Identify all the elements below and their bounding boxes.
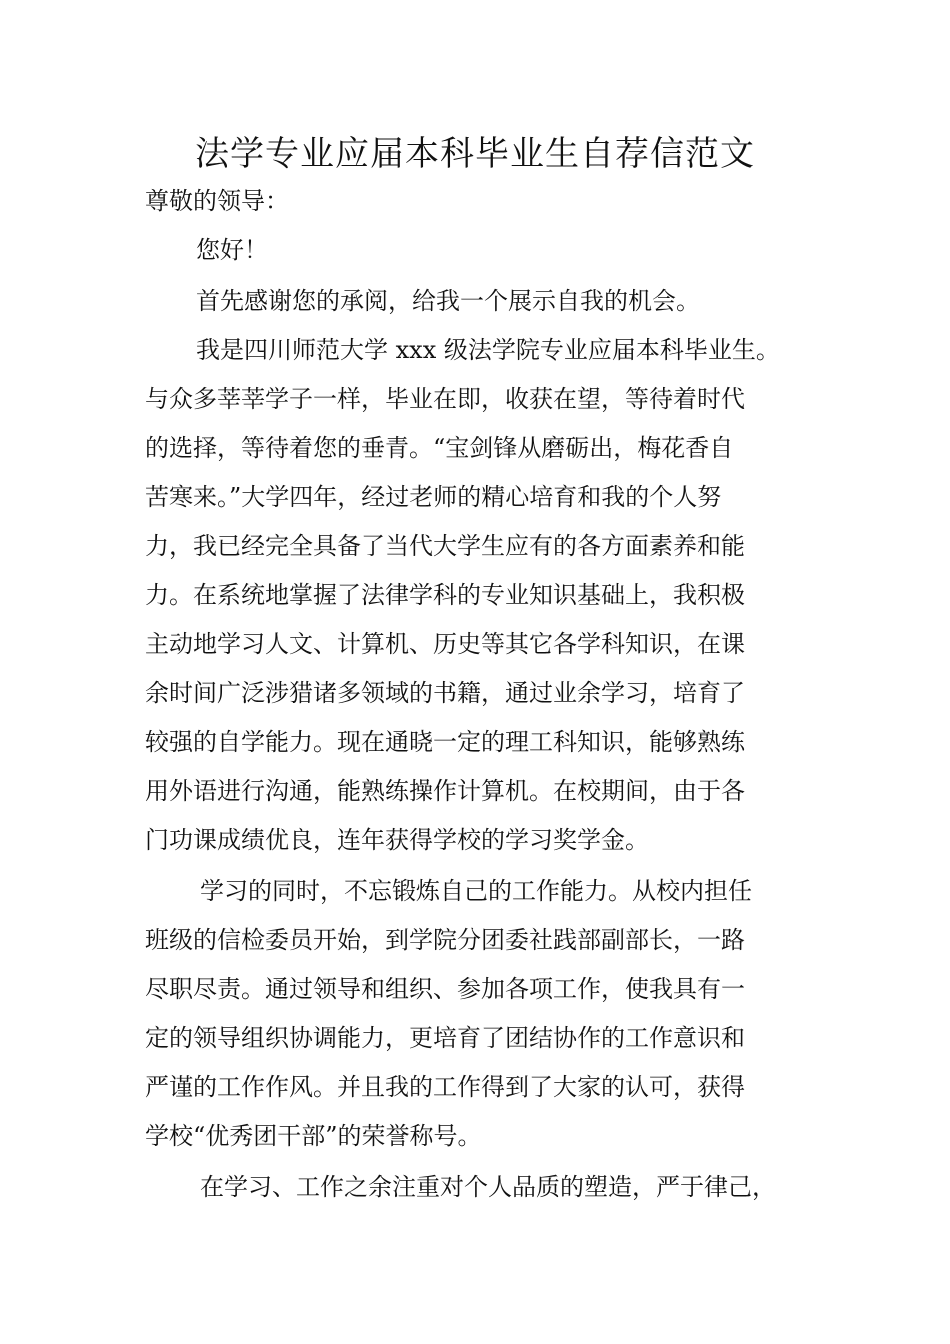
- paragraph-line: 我是四川师范大学 xxx 级法学院专业应届本科毕业生。: [196, 336, 780, 364]
- paragraph-line: 门功课成绩优良，连年获得学校的学习奖学金。: [145, 826, 649, 854]
- salutation: 尊敬的领导：: [145, 187, 289, 215]
- paragraph-line: 学习的同时，不忘锻炼自己的工作能力。从校内担任: [200, 877, 752, 905]
- greeting: 您好！: [196, 236, 268, 264]
- paragraph-line: 定的领导组织协调能力，更培育了团结协作的工作意识和: [145, 1024, 745, 1052]
- paragraph-line: 班级的信检委员开始，到学院分团委社践部副部长，一路: [145, 926, 745, 954]
- paragraph-line: 较强的自学能力。现在通晓一定的理工科知识，能够熟练: [145, 728, 745, 756]
- paragraph-line: 力，我已经完全具备了当代大学生应有的各方面素养和能: [145, 532, 745, 560]
- paragraph-line: 主动地学习人文、计算机、历史等其它各学科知识，在课: [145, 630, 745, 658]
- paragraph-line: 学校“优秀团干部”的荣誉称号。: [145, 1122, 482, 1150]
- paragraph-line: 与众多莘莘学子一样，毕业在即，收获在望，等待着时代: [145, 385, 745, 413]
- paragraph-line: 力。在系统地掌握了法律学科的专业知识基础上，我积极: [145, 581, 745, 609]
- paragraph-line: 的选择，等待着您的垂青。“宝剑锋从磨砺出，梅花香自: [145, 434, 734, 462]
- paragraph-line: 在学习、工作之余注重对个人品质的塑造，严于律己，: [200, 1173, 776, 1201]
- paragraph-line: 余时间广泛涉猎诸多领域的书籍，通过业余学习，培育了: [145, 679, 745, 707]
- paragraph-line: 严谨的工作作风。并且我的工作得到了大家的认可，获得: [145, 1073, 745, 1101]
- document-title: 法学专业应届本科毕业生自荐信范文: [195, 134, 755, 174]
- paragraph-line: 首先感谢您的承阅，给我一个展示自我的机会。: [196, 287, 700, 315]
- paragraph-line: 尽职尽责。通过领导和组织、参加各项工作，使我具有一: [145, 975, 745, 1003]
- paragraph-line: 用外语进行沟通，能熟练操作计算机。在校期间，由于各: [145, 777, 745, 805]
- paragraph-line: 苦寒来。”大学四年，经过老师的精心培育和我的个人努: [145, 483, 722, 511]
